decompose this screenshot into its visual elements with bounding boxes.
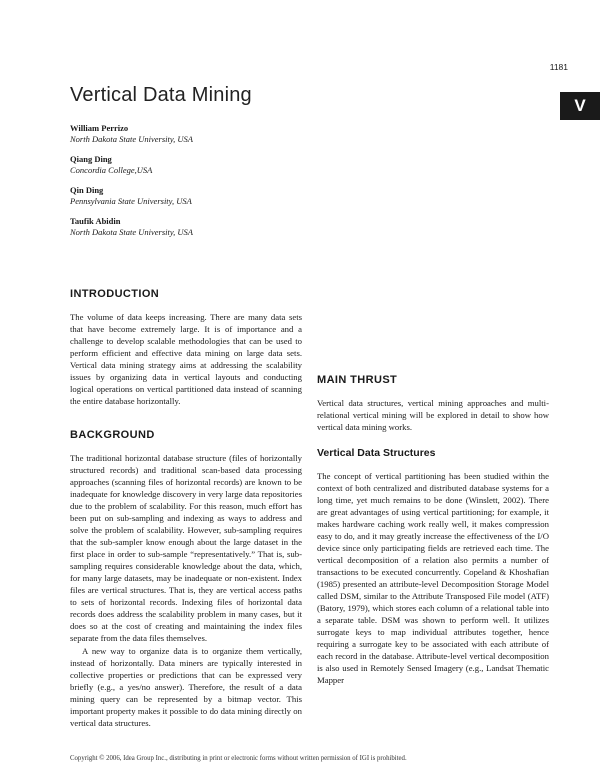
author-affiliation: Concordia College,USA <box>70 165 153 175</box>
author-affiliation: North Dakota State University, USA <box>70 227 194 237</box>
author-name: Qin Ding <box>70 185 104 195</box>
vertical-data-structures-heading: Vertical Data Structures <box>317 447 436 459</box>
author-name: Qiang Ding <box>70 154 112 164</box>
main-thrust-heading: MAIN THRUST <box>317 374 398 386</box>
author-entry <box>70 185 370 207</box>
copyright-footer: Copyright © 2006, Idea Group Inc., distributing in print or electronic forms without written permission of IGI is prohibited. <box>70 755 407 762</box>
introduction-paragraph: The volume of data keeps increasing. There are many data sets that have become extremely large. It is of importance and a challenge to develop scalable methodologies that can be used to perform efficient and effective data mining on large data sets. Vertical data mining strategy aims at addressing the scalability issues by organizing data in vertical layouts and conducting logical operations on vertical partitioned data instead of scanning the entire database horizontally. <box>70 312 302 406</box>
author-entry <box>70 123 370 145</box>
section-tab: V <box>560 92 600 120</box>
author-affiliation: North Dakota State University, USA <box>70 134 194 144</box>
main-thrust-paragraph: Vertical data structures, vertical mining approaches and multi-relational vertical mining will be explored in detail to show how vertical data mining works. <box>317 398 549 432</box>
author-affiliation: Pennsylvania State University, USA <box>70 196 192 206</box>
page-number: 1181 <box>549 62 568 72</box>
left-column <box>70 288 302 729</box>
background-paragraph-2: A new way to organize data is to organize them vertically, instead of horizontally. Data miners are typically interested in collective properties or predictions that can be expressed very briefly (e.g., a yes/no answer). Therefore, the result of a data mining query can be represented by a bitmap vector. This important property makes it possible to do data mining directly on vertical data structures. <box>70 646 302 728</box>
right-column <box>317 276 549 686</box>
author-list <box>70 123 370 247</box>
introduction-heading: INTRODUCTION <box>70 288 160 300</box>
author-entry <box>70 216 370 238</box>
article-title: Vertical Data Mining <box>70 84 252 106</box>
author-entry <box>70 154 370 176</box>
author-name: William Perrizo <box>70 123 129 133</box>
vertical-data-structures-paragraph: The concept of vertical partitioning has been studied within the context of both centralized and distributed database systems for a long time, yet much remains to be done (Winslett, 2002). There are great advantages of using vertical partitioning; for example, it makes hardware caching work really well, it makes compression easy to do, and it may greatly increase the effectiveness of the I/O device since only participating fields are retrieved each time. The vertical decomposition of a relation also permits a number of transactions to be executed concurrently. Copeland & Khoshafian (1985) presented an attribute-level Decomposition Storage Model called DSM, similar to the Attribute Transposed File model (ATF) (Batory, 1979), which stores each column of a relational table into a separate table. DSM was shown to perform well. It utilizes surrogate keys to map individual attributes together, hence requiring a surrogate key to be associated with each attribute of each record in the database. Attribute-level vertical decomposition is also used in Remotely Sensed Imagery (e.g., Landsat Thematic Mapper <box>317 471 549 685</box>
background-heading: BACKGROUND <box>70 429 155 441</box>
author-name: Taufik Abidin <box>70 216 121 226</box>
background-paragraph: The traditional horizontal database structure (files of horizontally structured records) and traditional scan-based data processing approaches (scanning files of horizontal records) are known to be inadequate for knowledge discovery in very large data repositories due to the problem of scalability. For this reason, much effort has been put on sub-sampling and indexing as ways to address and solve the problem of scalability. However, sub-sampling requires that the sub-sampler know enough about the large dataset in the first place in order to sub-sample “representatively.” That is, sub-sampling requires considerable knowledge about the data, which, for many large datasets, may be inadequate or non-existent. Index files are vertical structures. That is, they are vertical access paths to sets of horizontal records. Indexing files of horizontal data records does address the scalability problem in many cases, but it does so at the cost of creating and maintaining the index files separate from the data files themselves. <box>70 453 302 643</box>
